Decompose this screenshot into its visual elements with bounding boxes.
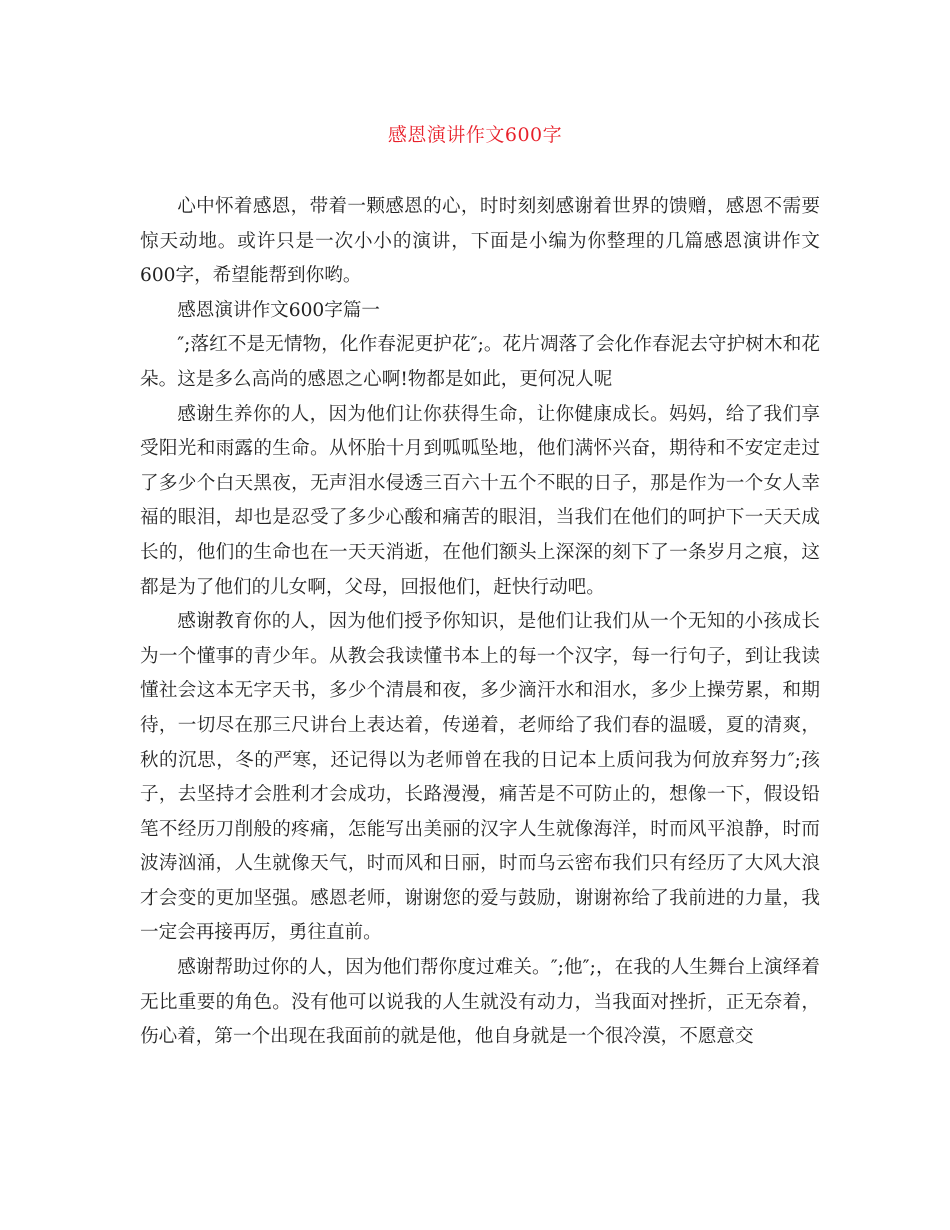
paragraph-quote: ″;落红不是无情物，化作春泥更护花″;。花片凋落了会化作春泥去守护树木和花朵。这是多么高尚的感恩之心啊!物都是如此，更何况人呢 — [140, 334, 820, 390]
paragraph-teachers: 感谢教育你的人，因为他们授予你知识，是他们让我们从一个无知的小孩成长为一个懂事的青少年。从教会我读懂书本上的每一个汉字，每一行句子，到让我读懂社会这本无字天书，多少个清晨和夜，多少滴汗水和泪水，多少上操劳累，和期待，一切尽在那三尺讲台上表达着，传递着，老师给了我们春的温暖，夏的清爽，秋的沉思，冬的严寒，还记得以为老师曾在我的日记本上质问我为何放弃努力″;孩子，去坚持才会胜利才会成功，长路漫漫，痛苦是不可防止的，想像一下，假设铅笔不经历刀削般的疼痛，怎能写出美丽的汉字人生就像海洋，时而风平浪静，时而波涛汹涌，人生就像天气，时而风和日丽，时而乌云密布我们只有经历了大风大浪才会变的更加坚强。感恩老师，谢谢您的爱与鼓励，谢谢祢给了我前进的力量，我一定会再接再厉，勇往直前。 — [140, 611, 820, 944]
section-heading: 感恩演讲作文600字篇一 — [177, 299, 381, 321]
paragraph-helpers: 感谢帮助过你的人，因为他们帮你度过难关。″;他″;，在我的人生舞台上演绎着无比重要的角色。没有他可以说我的人生就没有动力，当我面对挫折，正无奈着，伤心着，第一个出现在我面前的就是他，他自身就是一个很冷漠，不愿意交 — [140, 957, 820, 1048]
paragraph-parents: 感谢生养你的人，因为他们让你获得生命，让你健康成长。妈妈，给了我们享受阳光和雨露的生命。从怀胎十月到呱呱坠地，他们满怀兴奋，期待和不安定走过了多少个白天黑夜，无声泪水侵透三百六十五个不眠的日子，那是作为一个女人幸福的眼泪，却也是忍受了多少心酸和痛苦的眼泪，当我们在他们的呵护下一天天成长的，他们的生命也在一天天消逝，在他们额头上深深的刻下了一条岁月之痕，这都是为了他们的儿女啊，父母，回报他们，赶快行动吧。 — [140, 403, 820, 598]
document-body — [140, 190, 820, 1055]
paragraph-intro: 心中怀着感恩，带着一颗感恩的心，时时刻刻感谢着世界的馈赠，感恩不需要惊天动地。或许只是一次小小的演讲，下面是小编为你整理的几篇感恩演讲作文600字，希望能帮到你哟。 — [140, 196, 820, 287]
document-title: 感恩演讲作文600字 — [387, 124, 563, 146]
